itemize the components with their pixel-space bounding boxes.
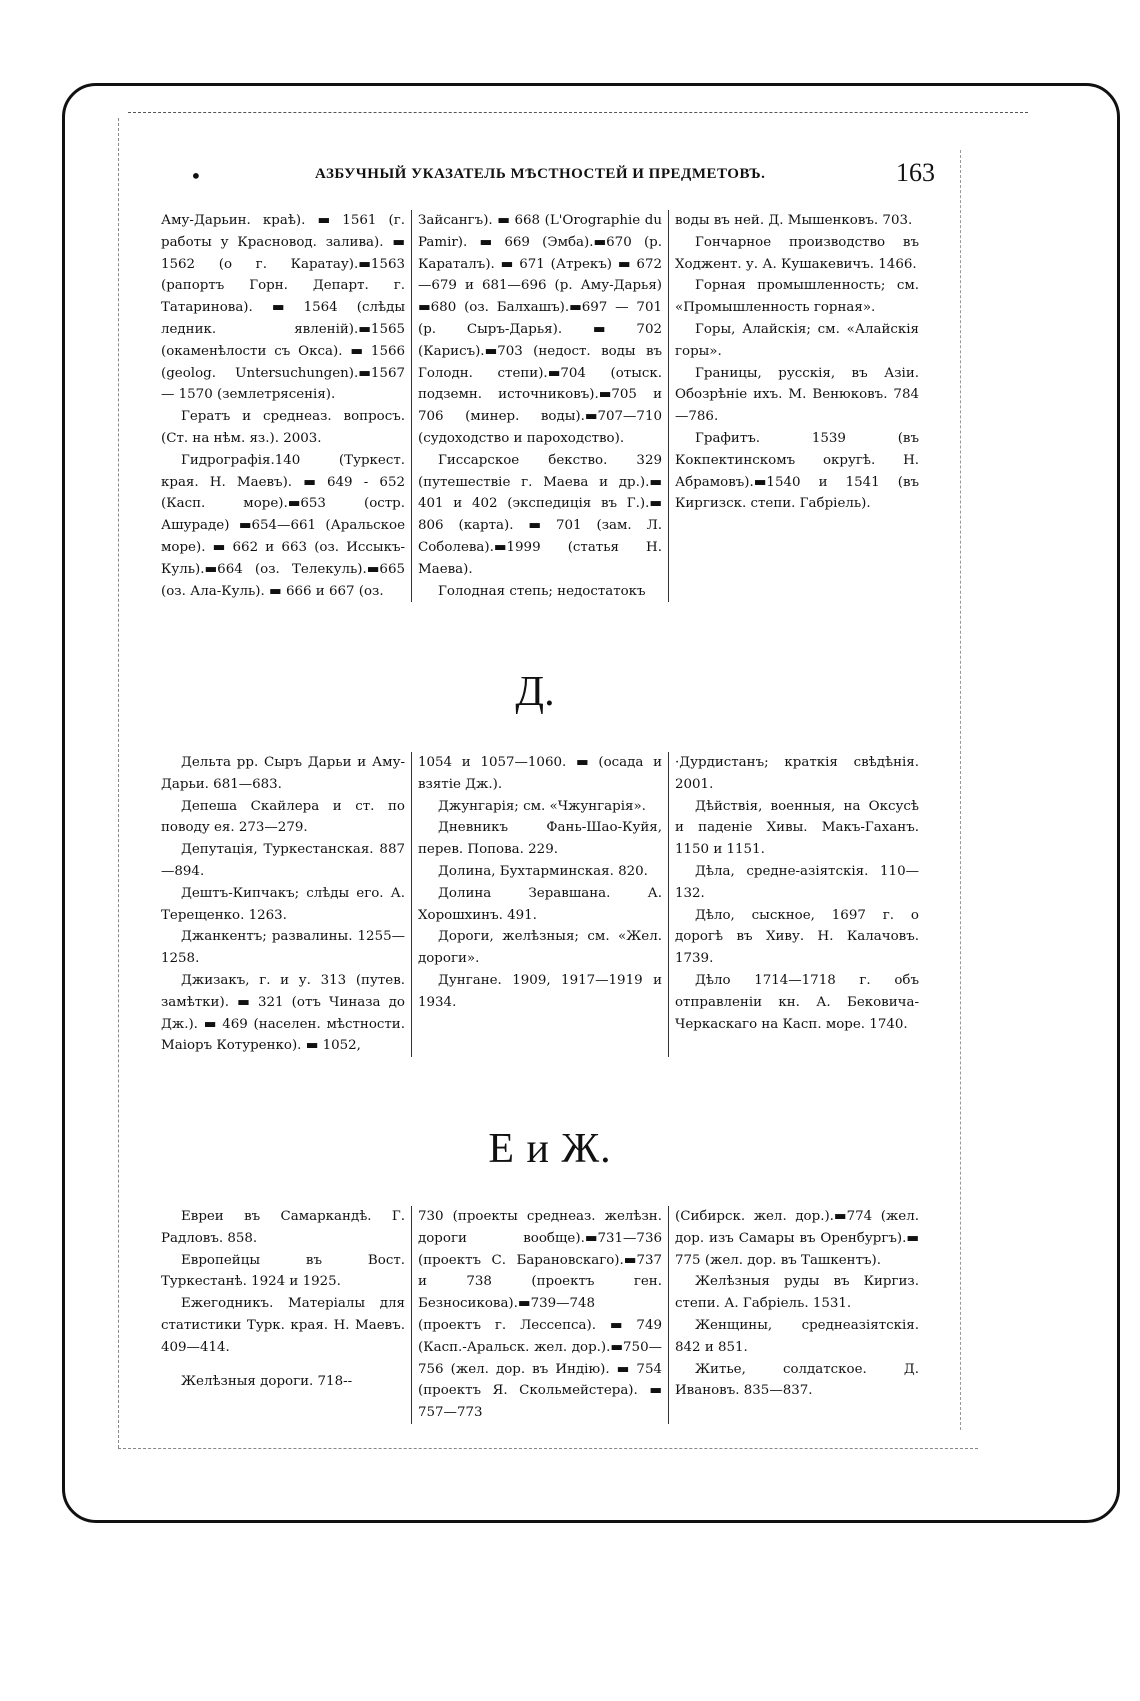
index-entry: Горы, Алайскія; см. «Алайскія горы». — [675, 321, 919, 359]
index-entry: Дневникъ Фань-Шао-Куйя, перев. Попова. 229. — [418, 820, 662, 858]
index-entry: Дунгане. 1909, 1917—1919 и 1934. — [418, 972, 662, 1010]
page-number: 163 — [896, 158, 935, 187]
section-ez-col-2 — [411, 1206, 668, 1424]
index-entry: Зайсангъ). ▬ 668 (L'Orographie du Pamir). ▬ 669 (Эмба).▬670 (р. Караталъ). ▬ 671 (Атрекъ) ▬ 672—679 и 681—696 (р. Аму-Дарья) ▬680 (оз. Балхашъ).▬697 — 701 (р. Сыръ-Дарья). ▬ 702 (Карисъ).▬703 (недост. воды въ Голодн. степи).▬704 (отыск. подземн. источниковъ).▬705 и 706 (минер. воды).▬707—710 (судоходство и пароходство). — [418, 213, 662, 446]
index-entry: Гиссарское бекство. 329 (путешествіе г. Маева и др.).▬ 401 и 402 (экспедиція въ Г.).▬ 806 (карта). ▬ 701 (зам. Л. Соболева).▬1999 (статья Н. Маева). — [418, 452, 662, 577]
section-d-col-1 — [155, 752, 411, 1057]
section-g-col-2 — [411, 210, 668, 602]
index-entry: Ежегодникъ. Матеріалы для статистики Турк. края. Н. Маевъ. 409—414. — [161, 1296, 405, 1355]
index-entry: Житье, солдатское. Д. Ивановъ. 835—837. — [675, 1361, 919, 1399]
index-entry: Аму-Дарьин. краѣ). ▬ 1561 (г. работы у Красновод. залива). ▬ 1562 (о г. Каратау).▬1563 (рапортъ Горн. Департ. г. Татаринова). ▬ 1564 (слѣды ледник. явленій).▬1565 (окаменѣлости съ Окса). ▬ 1566 (geolog. Untersuchungen).▬1567 — 1570 (землетрясенія). — [161, 213, 405, 403]
index-entry: 1054 и 1057—1060. ▬ (осада и взятіе Дж.). — [418, 755, 662, 792]
index-entry: Горная промышленность; см. «Промышленность горная». — [675, 278, 919, 316]
index-entry: Долина, Бухтарминская. 820. — [438, 863, 648, 879]
section-e-zh — [155, 1206, 925, 1424]
index-entry: Долина Зеравшана. А. Хорошхинъ. 491. — [418, 885, 662, 923]
index-entry: Европейцы въ Вост. Туркестанѣ. 1924 и 1925. — [161, 1252, 405, 1290]
section-g-col-3 — [668, 210, 925, 602]
index-entry: Дороги, желѣзныя; см. «Жел. дороги». — [418, 929, 662, 967]
section-ez-col-1 — [155, 1206, 411, 1424]
index-entry: ·Дурдистанъ; краткія свѣдѣнія. 2001. — [675, 755, 919, 792]
header-bullet: • — [190, 164, 202, 188]
section-heading-d: Д. — [515, 669, 555, 715]
index-entry: воды въ ней. Д. Мышенковъ. 703. — [675, 213, 913, 228]
index-entry: Дельта рр. Сыръ Дарьи и Аму-Дарьи. 681—683. — [161, 755, 405, 792]
running-title: АЗБУЧНЫЙ УКАЗАТЕЛЬ МѢСТНОСТЕЙ И ПРЕДМЕТОВЪ. — [315, 166, 766, 182]
index-entry: Депутація, Туркестанская. 887—894. — [161, 842, 405, 879]
inner-border-top — [128, 112, 1028, 113]
section-heading-e-zh: Е и Ж. — [488, 1126, 612, 1172]
index-entry: Джизакъ, г. и у. 313 (путев. замѣтки). ▬ 321 (отъ Чиназа до Дж.). ▬ 469 (населен. мѣстности. Маіоръ Котуренко). ▬ 1052, — [161, 972, 405, 1054]
index-entry: Дѣла, средне-азіятскія. 110—132. — [675, 863, 919, 901]
index-entry: Евреи въ Самаркандѣ. Г. Радловъ. 858. — [161, 1209, 405, 1246]
index-entry: Дештъ-Кипчакъ; слѣды его. А. Терещенко. 1263. — [161, 885, 405, 923]
index-entry: Джунгарія; см. «Чжунгарія». — [438, 798, 646, 814]
index-entry: Дѣло 1714—1718 г. объ отправленіи кн. А. Бековича-Черкаскаго на Касп. море. 1740. — [675, 972, 919, 1032]
inner-border-bottom — [118, 1448, 978, 1449]
inner-border-left — [118, 118, 119, 1448]
section-ez-col-3 — [668, 1206, 925, 1424]
index-entry: Желѣзныя дороги. 718-- — [181, 1373, 353, 1389]
section-d-col-3 — [668, 752, 925, 1057]
index-entry: Голодная степь; недостатокъ — [438, 583, 646, 599]
section-g-col-1 — [155, 210, 411, 602]
index-entry: Гончарное производство въ Ходжент. у. А. Кушакевичъ. 1466. — [675, 234, 919, 272]
index-entry: Границы, русскія, въ Азіи. Обозрѣніе ихъ. М. Венюковъ. 784—786. — [675, 365, 919, 425]
index-entry: Дѣло, сыскное, 1697 г. о дорогѣ въ Хиву. Н. Калачовъ. 1739. — [675, 907, 919, 967]
index-entry: Дѣйствія, военныя, на Оксусѣ и паденіе Хивы. Макъ-Гаханъ. 1150 и 1151. — [675, 798, 919, 858]
index-entry: Джанкентъ; развалины. 1255—1258. — [161, 929, 405, 967]
inner-border-right — [960, 150, 961, 1430]
index-entry: 730 (проекты среднеаз. желѣзн. дороги вообще).▬731—736 (проектъ С. Барановскаго).▬737 и 738 (проектъ ген. Безносикова).▬739—748 (проектъ г. Лессепса). ▬ 749 (Касп.-Аральск. жел. дор.).▬750—756 (жел. дор. въ Индію). ▬ 754 (проектъ Я. Скольмейстера). ▬ 757—773 — [418, 1209, 662, 1421]
section-d — [155, 752, 925, 1057]
index-entry: Женщины, среднеазіятскія. 842 и 851. — [675, 1317, 919, 1355]
section-g — [155, 210, 925, 602]
index-entry: Депеша Скайлера и ст. по поводу ея. 273—279. — [161, 798, 405, 836]
index-entry: Желѣзныя руды въ Киргиз. степи. А. Габріель. 1531. — [675, 1274, 919, 1312]
section-d-col-2 — [411, 752, 668, 1057]
index-entry: Гератъ и среднеаз. вопросъ. (Ст. на нѣм. яз.). 2003. — [161, 409, 405, 446]
index-entry: Гидрографія.140 (Туркест. края. Н. Маевъ). ▬ 649 - 652 (Касп. море).▬653 (остр. Ашураде) ▬654—661 (Аральское море). ▬ 662 и 663 (оз. Иссыкъ-Куль).▬664 (оз. Телекуль).▬665 (оз. Ала-Куль). ▬ 666 и 667 (оз. — [161, 452, 405, 599]
page-header — [190, 158, 935, 194]
index-entry: (Сибирск. жел. дор.).▬774 (жел. дор. изъ Самары въ Оренбургъ).▬ 775 (жел. дор. въ Ташкентъ). — [675, 1209, 919, 1268]
index-entry: Графитъ. 1539 (въ Кокпектинскомъ округѣ. Н. Абрамовъ).▬1540 и 1541 (въ Киргизск. степи. Габріель). — [675, 430, 919, 512]
